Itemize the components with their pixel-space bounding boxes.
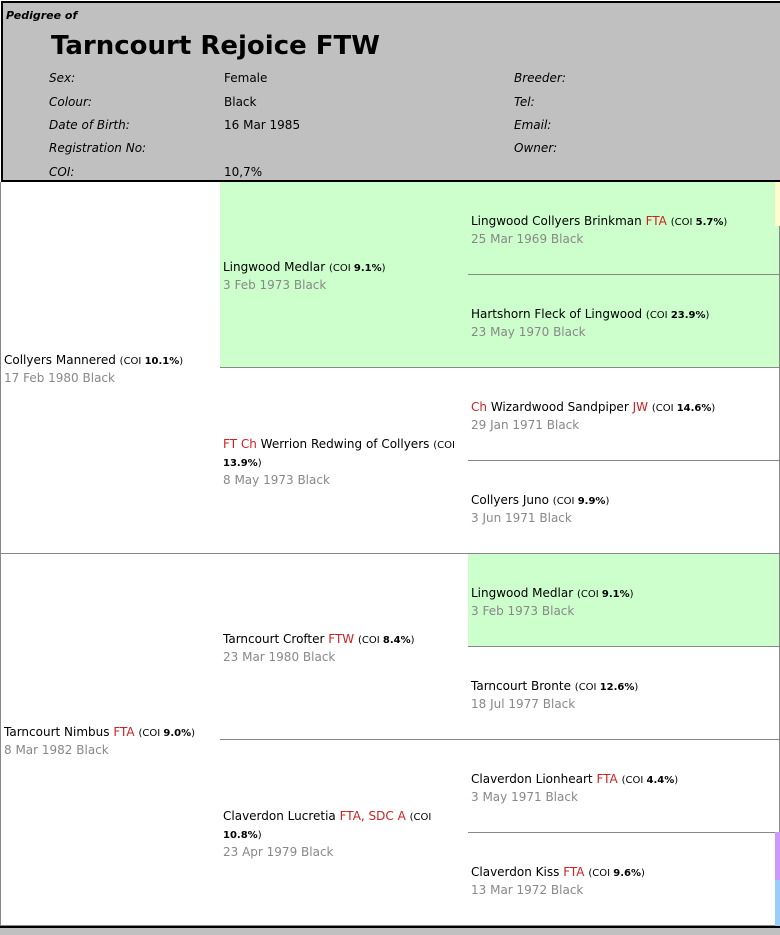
dog-name-line xyxy=(471,492,773,510)
edge-cell-partial xyxy=(775,880,780,926)
dog-birth-line xyxy=(4,370,214,386)
dog-dob: 3 May 1971 xyxy=(471,789,542,804)
coi-percent: 9.6% xyxy=(613,867,641,879)
coi-value: (COI 9.6%) xyxy=(588,867,645,879)
coi-percent: 9.9% xyxy=(577,495,606,507)
dog-name-link[interactable]: Hartshorn Fleck of Lingwood xyxy=(471,306,643,321)
dog-birth-line xyxy=(471,417,773,433)
pedigree-cell[interactable] xyxy=(468,647,780,740)
coi-value: 10,7% xyxy=(224,165,263,179)
dog-dob: 23 May 1970 xyxy=(471,324,550,339)
dog-entry xyxy=(471,213,773,247)
dog-birth-line xyxy=(471,696,773,712)
coi-label: COI xyxy=(580,588,599,600)
dog-colour: Black xyxy=(302,650,336,664)
coi-label: COI xyxy=(413,812,432,823)
pedigree-cell[interactable] xyxy=(468,833,780,926)
dog-name-link[interactable]: Lingwood Medlar xyxy=(223,260,326,274)
coi-percent: 9.1% xyxy=(601,588,630,600)
dog-entry xyxy=(223,259,462,293)
breeder-label: Breeder: xyxy=(514,71,566,85)
dog-dob: 8 Mar 1982 xyxy=(4,743,73,757)
dog-dob: 8 May 1973 xyxy=(223,473,294,487)
dog-dob: 3 Feb 1973 xyxy=(223,278,291,292)
dog-entry xyxy=(471,771,773,805)
coi-value: (COI 9.1%) xyxy=(328,263,386,274)
dog-birth-line xyxy=(471,882,773,898)
dog-entry xyxy=(471,492,773,526)
pedigree-cell[interactable] xyxy=(468,461,780,554)
coi-label: COI xyxy=(142,728,161,739)
dog-name-line xyxy=(4,352,214,370)
dog-birth-line xyxy=(223,844,462,860)
dog-colour: Black xyxy=(553,324,586,339)
coi-label: COI xyxy=(332,263,351,274)
dog-name-line xyxy=(471,213,773,231)
pedigree-cell[interactable] xyxy=(220,740,469,926)
dog-colour: Black xyxy=(550,882,584,897)
email-label: Email: xyxy=(514,118,552,132)
dog-birth-line xyxy=(223,472,462,488)
coi-percent: 10.1% xyxy=(144,356,180,367)
dog-title-suffix: FTA xyxy=(596,771,618,786)
pedigree-cell[interactable] xyxy=(220,368,469,554)
colour-label: Colour: xyxy=(49,95,92,109)
dog-dob: 13 Mar 1972 xyxy=(471,882,548,897)
dog-colour: Black xyxy=(76,743,109,757)
coi-value: (COI 9.1%) xyxy=(576,588,634,600)
dog-title-prefix: FT Ch xyxy=(223,437,257,451)
coi-value: (COI 9.0%) xyxy=(138,728,196,739)
dog-name-link[interactable]: Tarncourt Bronte xyxy=(471,678,571,693)
pedigree-cell[interactable] xyxy=(0,554,221,926)
dog-dob: 3 Jun 1971 xyxy=(471,510,536,525)
dog-dob: 29 Jan 1971 xyxy=(471,417,543,432)
dog-birth-line xyxy=(471,603,773,619)
coi-percent: 23.9% xyxy=(670,309,706,321)
pedigree-cell[interactable] xyxy=(468,554,780,647)
coi-value: (COI 10.8%) xyxy=(223,812,432,841)
coi-label: COI xyxy=(361,635,380,646)
dog-title-suffix: FTA xyxy=(645,213,667,228)
dog-name-link[interactable]: Werrion Redwing of Collyers xyxy=(260,437,430,451)
pedigree-of-label: Pedigree of xyxy=(6,9,78,22)
pedigree-header xyxy=(1,1,780,182)
coi-value: (COI 23.9%) xyxy=(645,309,710,321)
coi-label: COI xyxy=(578,681,597,693)
dog-name-link[interactable]: Wizardwood Sandpiper xyxy=(490,399,629,414)
dog-name-line xyxy=(471,585,773,603)
dog-colour: Black xyxy=(546,417,580,432)
dog-name-link[interactable]: Claverdon Lucretia xyxy=(223,809,336,823)
dog-entry xyxy=(471,678,773,712)
dog-title-suffix: FTA xyxy=(113,725,135,739)
dog-colour: Black xyxy=(293,278,327,292)
dog-birth-line xyxy=(223,649,462,665)
dog-dob: 23 Mar 1980 xyxy=(223,650,300,664)
dog-colour: Black xyxy=(545,789,578,804)
pedigree-cell[interactable] xyxy=(0,182,221,554)
dog-name-link[interactable]: Collyers Mannered xyxy=(4,353,116,367)
edge-cell-partial xyxy=(775,182,780,226)
pedigree-cell[interactable] xyxy=(468,275,780,368)
dog-birth-line xyxy=(471,231,773,247)
pedigree-cell[interactable] xyxy=(468,182,780,275)
dog-colour: Black xyxy=(541,603,575,618)
coi-label: COI xyxy=(556,495,575,507)
dog-entry xyxy=(223,436,462,488)
pedigree-footer xyxy=(0,926,780,935)
coi-label: COI: xyxy=(49,165,75,179)
dog-colour: Black xyxy=(297,473,330,487)
coi-percent: 13.9% xyxy=(223,458,258,469)
dog-name-line xyxy=(4,724,214,742)
coi-value: (COI 10.1%) xyxy=(119,356,184,367)
dog-dob: 18 Jul 1977 xyxy=(471,696,539,711)
coi-percent: 8.4% xyxy=(382,635,411,646)
coi-label: COI xyxy=(592,867,611,879)
coi-label: COI xyxy=(123,356,142,367)
coi-value: (COI 4.4%) xyxy=(621,774,679,786)
coi-value: (COI 14.6%) xyxy=(651,402,716,414)
dog-birth-line xyxy=(471,324,773,340)
dog-entry xyxy=(4,724,214,758)
dog-name-link[interactable]: Collyers Juno xyxy=(471,492,549,507)
dog-name-link[interactable]: Claverdon Lionheart xyxy=(471,771,593,786)
dog-name-title: Tarncourt Rejoice FTW xyxy=(51,31,380,61)
pedigree-cell[interactable] xyxy=(220,554,469,740)
dog-birth-line xyxy=(471,789,773,805)
coi-percent: 12.6% xyxy=(599,681,635,693)
dog-colour: Black xyxy=(550,231,584,246)
dog-name-link[interactable]: Claverdon Kiss xyxy=(471,864,560,879)
dog-colour: Black xyxy=(301,845,334,859)
dog-entry xyxy=(4,352,214,386)
dog-title-suffix: FTW xyxy=(328,632,355,646)
dog-entry xyxy=(223,808,462,860)
coi-value: (COI 9.9%) xyxy=(552,495,610,507)
dog-colour: Black xyxy=(82,371,115,385)
sex-label: Sex: xyxy=(49,71,76,85)
coi-percent: 9.1% xyxy=(353,263,382,274)
dog-title-suffix: FTA, SDC A xyxy=(339,809,406,823)
dog-name-line xyxy=(223,436,462,472)
dog-entry xyxy=(223,631,462,665)
dog-colour: Black xyxy=(542,696,576,711)
coi-value: (COI 5.7%) xyxy=(670,216,728,228)
dob-value: 16 Mar 1985 xyxy=(224,118,301,132)
coi-percent: 5.7% xyxy=(695,216,724,228)
dog-birth-line xyxy=(223,277,462,293)
dog-entry xyxy=(471,864,773,898)
registration-label: Registration No: xyxy=(49,141,147,155)
dog-name-link[interactable]: Lingwood Medlar xyxy=(471,585,574,600)
dog-title-suffix: JW xyxy=(632,399,648,414)
dog-name-link[interactable]: Lingwood Collyers Brinkman xyxy=(471,213,642,228)
pedigree-cell[interactable] xyxy=(468,368,780,461)
coi-value: (COI 12.6%) xyxy=(574,681,639,693)
dog-entry xyxy=(471,399,773,433)
pedigree-cell[interactable] xyxy=(220,182,469,368)
coi-percent: 9.0% xyxy=(163,728,192,739)
owner-label: Owner: xyxy=(514,141,558,155)
dog-name-line xyxy=(223,631,462,649)
coi-value: (COI 8.4%) xyxy=(358,635,415,646)
dog-name-line xyxy=(471,771,773,789)
coi-label: COI xyxy=(674,216,693,228)
dog-dob: 17 Feb 1980 xyxy=(4,371,79,385)
dog-dob: 25 Mar 1969 xyxy=(471,231,548,246)
coi-percent: 14.6% xyxy=(676,402,712,414)
dog-birth-line xyxy=(4,742,214,758)
edge-cell-partial xyxy=(775,832,780,880)
dog-name-line xyxy=(471,678,773,696)
dog-title-suffix: FTA xyxy=(563,864,585,879)
dog-birth-line xyxy=(471,510,773,526)
dob-label: Date of Birth: xyxy=(49,118,130,132)
coi-percent: 10.8% xyxy=(223,830,258,841)
coi-label: COI xyxy=(625,774,644,786)
coi-percent: 4.4% xyxy=(646,774,675,786)
colour-value: Black xyxy=(224,95,257,109)
dog-name-line xyxy=(223,259,462,277)
dog-name-line xyxy=(223,808,462,844)
pedigree-cell[interactable] xyxy=(468,740,780,833)
dog-dob: 23 Apr 1979 xyxy=(223,845,298,859)
coi-value: (COI 13.9%) xyxy=(223,440,455,469)
coi-label: COI xyxy=(649,309,668,321)
coi-label: COI xyxy=(437,440,455,451)
dog-colour: Black xyxy=(539,510,572,525)
dog-entry xyxy=(471,585,773,619)
dog-dob: 3 Feb 1973 xyxy=(471,603,539,618)
dog-name-line xyxy=(471,399,773,417)
dog-title-prefix: Ch xyxy=(471,399,487,414)
dog-name-line xyxy=(471,306,773,324)
coi-label: COI xyxy=(655,402,674,414)
dog-name-link[interactable]: Tarncourt Nimbus xyxy=(4,725,110,739)
dog-name-link[interactable]: Tarncourt Crofter xyxy=(223,632,325,646)
sex-value: Female xyxy=(224,71,268,85)
tel-label: Tel: xyxy=(514,95,535,109)
dog-name-line xyxy=(471,864,773,882)
dog-entry xyxy=(471,306,773,340)
